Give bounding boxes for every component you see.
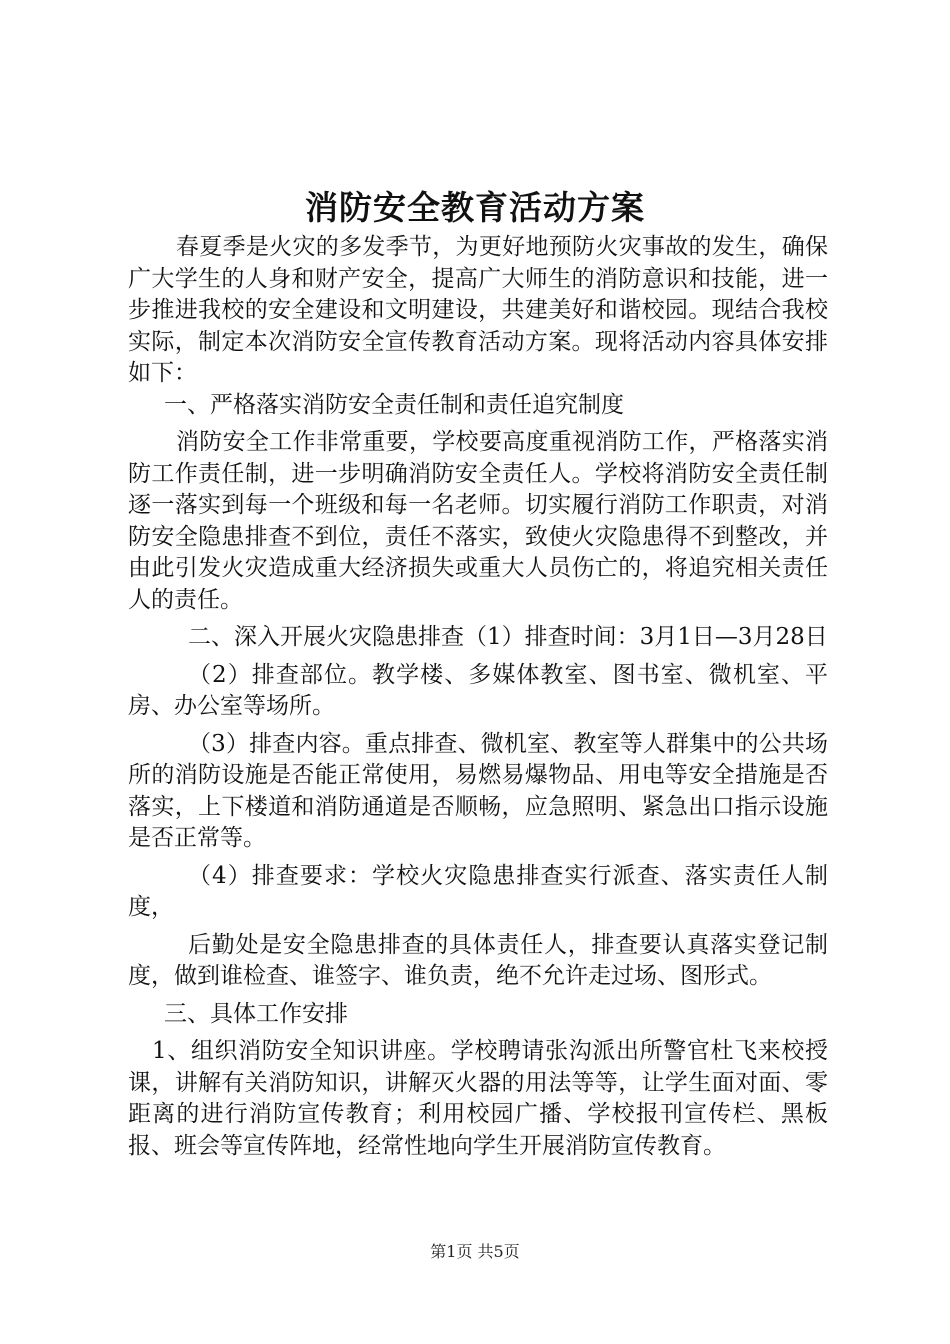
section-heading-1: 一、严格落实消防安全责任制和责任追究制度 (164, 391, 624, 418)
section-heading-2: 二、深入开展火灾隐患排查（1）排查时间：3月1日—3月28日 (188, 624, 828, 650)
section-1-paragraph: 消防安全工作非常重要，学校要高度重视消防工作，严格落实消防工作责任制，进一步明确消防安全责任人。学校将消防安全责任制逐一落实到每一个班级和每一名老师。切实履行消防工作职责，对消防安全隐患排查不到位，责任不落实，致使火灾隐患得不到整改，并由此引发火灾造成重大经济损失或重大人员伤亡的，将追究相关责任人的责任。 (128, 429, 828, 613)
document-title: 消防安全教育活动方案 (305, 188, 645, 227)
logistics-paragraph: 后勤处是安全隐患排查的具体责任人，排查要认真落实登记制度，做到谁检查、谁签字、谁负责，绝不允许走过场、图形式。 (128, 931, 828, 989)
intro-paragraph: 春夏季是火灾的多发季节，为更好地预防火灾事故的发生，确保广大学生的人身和财产安全，提高广大师生的消防意识和技能，进一步推进我校的安全建设和文明建设，共建美好和谐校园。现结合我校实际，制定本次消防安全宣传教育活动方案。现将活动内容具体安排如下： (128, 234, 828, 386)
section-heading-3: 三、具体工作安排 (164, 1000, 348, 1027)
page-indicator: 第1页 共5页 (430, 1242, 520, 1261)
work-item-1-paragraph: 1、组织消防安全知识讲座。学校聘请张沟派出所警官杜飞来校授课，讲解有关消防知识，讲解灭火器的用法等等，让学生面对面、零距离的进行消防宣传教育；利用校园广播、学校报刊宣传栏、黑板报、班会等宣传阵地，经常性地向学生开展消防宣传教育。 (128, 1038, 828, 1159)
document-body (128, 232, 828, 1162)
inspection-content-paragraph: （3）排查内容。重点排查、微机室、教室等人群集中的公共场所的消防设施是否能正常使用，易燃易爆物品、用电等安全措施是否落实，上下楼道和消防通道是否顺畅，应急照明、紧急出口指示设施是否正常等。 (128, 730, 828, 851)
inspection-requirements-paragraph: （4）排查要求：学校火灾隐患排查实行派查、落实责任人制度， (128, 862, 828, 920)
inspection-locations-paragraph: （2）排查部位。教学楼、多媒体教室、图书室、微机室、平房、办公室等场所。 (128, 661, 828, 719)
